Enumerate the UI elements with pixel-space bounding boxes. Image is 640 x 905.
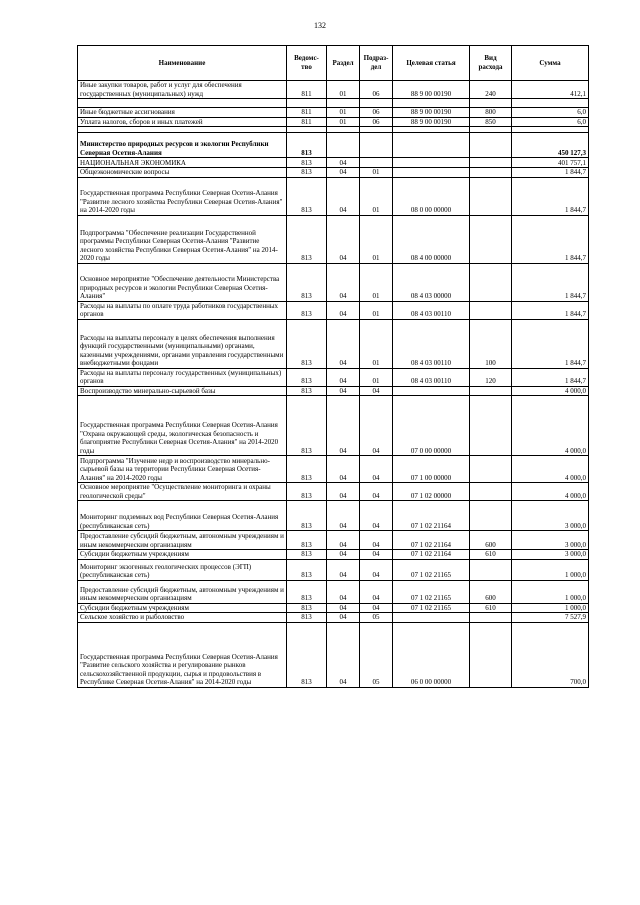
page-number: 132 [314, 21, 326, 30]
cell-sum: 412,1 [512, 81, 589, 99]
cell-target-item [393, 613, 470, 623]
cell-name: Иные закупки товаров, работ и услуг для обеспечения государственных (муниципальных) нужд [78, 81, 287, 99]
cell-section: 04 [327, 483, 360, 501]
cell-expense-type [470, 501, 512, 531]
table-row [78, 531, 589, 550]
cell-sum: 4 000,0 [512, 456, 589, 483]
cell-target-item: 07 1 02 21164 [393, 550, 470, 560]
cell-name: Сельское хозяйство и рыболовство [78, 613, 287, 623]
cell-target-item [393, 386, 470, 396]
cell-target-item: 88 9 00 00190 [393, 81, 470, 99]
table-row [78, 613, 589, 623]
spacer-cell [360, 99, 393, 108]
cell-name: Предоставление субсидий бюджетным, автономным учреждениям и иным некоммерческим организациям [78, 580, 287, 603]
cell-expense-type [470, 263, 512, 301]
cell-expense-type [470, 396, 512, 456]
cell-subsection: 05 [360, 613, 393, 623]
cell-department: 813 [287, 177, 327, 215]
cell-name: Основное мероприятие "Осуществление мониторинга и охраны геологической среды" [78, 483, 287, 501]
cell-department: 813 [287, 483, 327, 501]
cell-subsection: 01 [360, 319, 393, 368]
cell-target-item: 88 9 00 00190 [393, 108, 470, 118]
table-row [78, 501, 589, 531]
cell-name: Расходы на выплаты по оплате труда работников государственных органов [78, 301, 287, 319]
cell-section: 01 [327, 108, 360, 118]
cell-sum: 1 000,0 [512, 559, 589, 580]
header-section: Раздел [327, 46, 360, 81]
cell-section: 04 [327, 559, 360, 580]
cell-expense-type [470, 215, 512, 263]
cell-expense-type: 610 [470, 603, 512, 613]
cell-sum: 1 844,7 [512, 368, 589, 386]
cell-sum: 3 000,0 [512, 550, 589, 560]
cell-name: Субсидии бюджетным учреждениям [78, 603, 287, 613]
cell-section: 04 [327, 396, 360, 456]
cell-sum: 1 844,7 [512, 215, 589, 263]
cell-department: 813 [287, 622, 327, 687]
cell-department: 813 [287, 456, 327, 483]
cell-expense-type: 600 [470, 580, 512, 603]
cell-department: 813 [287, 133, 327, 158]
cell-sum: 7 527,9 [512, 613, 589, 623]
cell-subsection [360, 133, 393, 158]
cell-department: 813 [287, 215, 327, 263]
cell-section: 01 [327, 117, 360, 127]
cell-section: 01 [327, 81, 360, 99]
table-header-row [78, 46, 589, 81]
table-row [78, 483, 589, 501]
cell-subsection: 06 [360, 108, 393, 118]
spacer-row [78, 99, 589, 108]
cell-target-item: 06 0 00 00000 [393, 622, 470, 687]
cell-name: Государственная программа Республики Северная Осетия-Алания "Развитие сельского хозяйства и регулирование рынков сельскохозяйственной продукции, сырья и продовольствия в Республике Северная Осетия-Алания" на 2014-2020 годы [78, 622, 287, 687]
cell-department: 813 [287, 531, 327, 550]
cell-expense-type [470, 133, 512, 158]
cell-sum: 3 000,0 [512, 531, 589, 550]
cell-subsection: 01 [360, 301, 393, 319]
table-row [78, 215, 589, 263]
cell-section: 04 [327, 319, 360, 368]
cell-target-item: 07 1 02 21165 [393, 559, 470, 580]
table-row [78, 368, 589, 386]
cell-name: Государственная программа Республики Северная Осетия-Алания "Развитие лесного хозяйства Республики Северная Осетия-Алания" на 2014-2020 годы [78, 177, 287, 215]
cell-section: 04 [327, 368, 360, 386]
cell-section: 04 [327, 301, 360, 319]
cell-department: 813 [287, 501, 327, 531]
table-row [78, 622, 589, 687]
cell-target-item [393, 133, 470, 158]
spacer-cell [393, 99, 470, 108]
spacer-cell [287, 99, 327, 108]
cell-expense-type [470, 456, 512, 483]
cell-sum: 1 844,7 [512, 319, 589, 368]
cell-sum: 450 127,3 [512, 133, 589, 158]
cell-subsection: 01 [360, 177, 393, 215]
cell-target-item [393, 168, 470, 178]
cell-expense-type [470, 168, 512, 178]
cell-section: 04 [327, 613, 360, 623]
cell-subsection: 01 [360, 368, 393, 386]
cell-name: Предоставление субсидий бюджетным, автономным учреждениям и иным некоммерческим организациям [78, 531, 287, 550]
table-row [78, 456, 589, 483]
cell-sum: 3 000,0 [512, 501, 589, 531]
cell-target-item: 07 1 02 21165 [393, 603, 470, 613]
cell-subsection: 04 [360, 396, 393, 456]
cell-expense-type [470, 158, 512, 168]
cell-subsection: 04 [360, 483, 393, 501]
cell-department: 813 [287, 319, 327, 368]
cell-subsection: 04 [360, 603, 393, 613]
cell-department: 811 [287, 117, 327, 127]
cell-expense-type: 120 [470, 368, 512, 386]
table-row [78, 386, 589, 396]
cell-department: 813 [287, 386, 327, 396]
table-row [78, 550, 589, 560]
cell-expense-type [470, 622, 512, 687]
cell-target-item: 08 4 03 00110 [393, 319, 470, 368]
cell-expense-type [470, 483, 512, 501]
cell-department: 813 [287, 168, 327, 178]
cell-section: 04 [327, 531, 360, 550]
cell-expense-type: 600 [470, 531, 512, 550]
cell-expense-type [470, 177, 512, 215]
cell-name: Субсидии бюджетным учреждениям [78, 550, 287, 560]
cell-sum: 4 000,0 [512, 483, 589, 501]
cell-name: Иные бюджетные ассигнования [78, 108, 287, 118]
table-row [78, 263, 589, 301]
header-expense-type: Вид расхода [470, 46, 512, 81]
cell-department: 811 [287, 108, 327, 118]
table-row [78, 108, 589, 118]
cell-expense-type [470, 301, 512, 319]
cell-expense-type: 800 [470, 108, 512, 118]
cell-name: Мониторинг экзогенных геологических процессов (ЭГП) (республиканская сеть) [78, 559, 287, 580]
cell-target-item: 08 4 03 00110 [393, 368, 470, 386]
cell-expense-type [470, 613, 512, 623]
cell-expense-type [470, 559, 512, 580]
cell-target-item: 07 0 00 00000 [393, 396, 470, 456]
cell-subsection: 01 [360, 263, 393, 301]
cell-sum: 6,0 [512, 117, 589, 127]
cell-sum: 1 000,0 [512, 580, 589, 603]
cell-sum: 401 757,1 [512, 158, 589, 168]
spacer-cell [512, 99, 589, 108]
cell-target-item: 07 1 02 21164 [393, 501, 470, 531]
cell-section: 04 [327, 603, 360, 613]
cell-target-item: 07 1 02 21165 [393, 580, 470, 603]
table-row [78, 158, 589, 168]
cell-target-item: 07 1 02 00000 [393, 483, 470, 501]
table-row [78, 603, 589, 613]
cell-department: 813 [287, 396, 327, 456]
table-row [78, 580, 589, 603]
cell-department: 813 [287, 368, 327, 386]
cell-subsection: 04 [360, 386, 393, 396]
cell-sum: 1 844,7 [512, 168, 589, 178]
cell-subsection: 04 [360, 550, 393, 560]
cell-target-item: 88 9 00 00190 [393, 117, 470, 127]
cell-target-item: 08 4 03 00110 [393, 301, 470, 319]
cell-subsection: 04 [360, 559, 393, 580]
cell-section: 04 [327, 501, 360, 531]
cell-name: Государственная программа Республики Северная Осетия-Алания "Охрана окружающей среды, экологическая безопасность и благоприятие Республики Северная Осетия-Алания" на 2014-2020 годы [78, 396, 287, 456]
cell-department: 813 [287, 559, 327, 580]
cell-subsection: 04 [360, 531, 393, 550]
cell-name: Министерство природных ресурсов и экологии Республики Северная Осетия-Алания [78, 133, 287, 158]
cell-name: Основное мероприятие "Обеспечение деятельности Министерства природных ресурсов и экологии Республики Северная Осетия-Алания" [78, 263, 287, 301]
cell-subsection: 06 [360, 81, 393, 99]
cell-name: Расходы на выплаты персоналу государственных (муниципальных) органов [78, 368, 287, 386]
cell-sum: 1 000,0 [512, 603, 589, 613]
cell-name: Мониторинг подземных вод Республики Северная Осетия-Алания (республиканская сеть) [78, 501, 287, 531]
cell-name: Уплата налогов, сборов и иных платежей [78, 117, 287, 127]
cell-section: 04 [327, 580, 360, 603]
cell-target-item: 07 1 00 00000 [393, 456, 470, 483]
budget-table [77, 45, 589, 688]
spacer-cell [78, 99, 287, 108]
header-subsection: Подраз-дел [360, 46, 393, 81]
cell-sum: 6,0 [512, 108, 589, 118]
cell-department: 811 [287, 81, 327, 99]
cell-name: Воспроизводство минерально-сырьевой базы [78, 386, 287, 396]
cell-section [327, 133, 360, 158]
table-row [78, 133, 589, 158]
cell-name: Подпрограмма "Обеспечение реализации Государственной программы Республики Северная Осетия-Алания "Развитие лесного хозяйства Республики Северная Осетия-Алания" на 2014-2020 годы [78, 215, 287, 263]
header-target-item: Целевая статья [393, 46, 470, 81]
cell-section: 04 [327, 550, 360, 560]
cell-subsection: 01 [360, 168, 393, 178]
cell-section: 04 [327, 263, 360, 301]
cell-subsection: 04 [360, 501, 393, 531]
table-row [78, 396, 589, 456]
header-sum: Сумма [512, 46, 589, 81]
cell-subsection: 04 [360, 456, 393, 483]
cell-department: 813 [287, 263, 327, 301]
header-name: Наименование [78, 46, 287, 81]
cell-target-item: 08 4 03 00000 [393, 263, 470, 301]
cell-sum: 4 000,0 [512, 386, 589, 396]
cell-subsection: 01 [360, 215, 393, 263]
cell-section: 04 [327, 168, 360, 178]
cell-section: 04 [327, 622, 360, 687]
cell-sum: 1 844,7 [512, 301, 589, 319]
table-row [78, 319, 589, 368]
cell-subsection: 06 [360, 117, 393, 127]
spacer-cell [470, 99, 512, 108]
cell-name: Расходы на выплаты персоналу в целях обеспечения выполнения функций государственными (муниципальными) органами, казенными учреждениями, органами управления государственными внебюджетными фондами [78, 319, 287, 368]
cell-sum: 1 844,7 [512, 263, 589, 301]
table-row [78, 168, 589, 178]
cell-expense-type: 610 [470, 550, 512, 560]
cell-section: 04 [327, 215, 360, 263]
cell-section: 04 [327, 456, 360, 483]
cell-department: 813 [287, 603, 327, 613]
cell-name: Подпрограмма "Изучение недр и воспроизводство минерально-сырьевой базы на территории Республики Северная Осетия-Алания" на 2014-2020 годы [78, 456, 287, 483]
spacer-cell [327, 99, 360, 108]
cell-sum: 700,0 [512, 622, 589, 687]
cell-expense-type: 100 [470, 319, 512, 368]
cell-target-item: 07 1 02 21164 [393, 531, 470, 550]
cell-target-item [393, 158, 470, 168]
cell-sum: 1 844,7 [512, 177, 589, 215]
cell-sum: 4 000,0 [512, 396, 589, 456]
table-row [78, 117, 589, 127]
cell-subsection: 05 [360, 622, 393, 687]
cell-department: 813 [287, 613, 327, 623]
cell-expense-type: 240 [470, 81, 512, 99]
cell-target-item: 08 4 00 00000 [393, 215, 470, 263]
cell-department: 813 [287, 580, 327, 603]
header-department: Ведомс-тво [287, 46, 327, 81]
table-row [78, 301, 589, 319]
cell-department: 813 [287, 301, 327, 319]
cell-section: 04 [327, 386, 360, 396]
cell-name: Общеэкономические вопросы [78, 168, 287, 178]
cell-expense-type: 850 [470, 117, 512, 127]
cell-department: 813 [287, 158, 327, 168]
cell-subsection [360, 158, 393, 168]
cell-department: 813 [287, 550, 327, 560]
cell-name: НАЦИОНАЛЬНАЯ ЭКОНОМИКА [78, 158, 287, 168]
cell-target-item: 08 0 00 00000 [393, 177, 470, 215]
cell-subsection: 04 [360, 580, 393, 603]
cell-expense-type [470, 386, 512, 396]
table-row [78, 177, 589, 215]
cell-section: 04 [327, 158, 360, 168]
table-row [78, 559, 589, 580]
cell-section: 04 [327, 177, 360, 215]
table-row [78, 81, 589, 99]
